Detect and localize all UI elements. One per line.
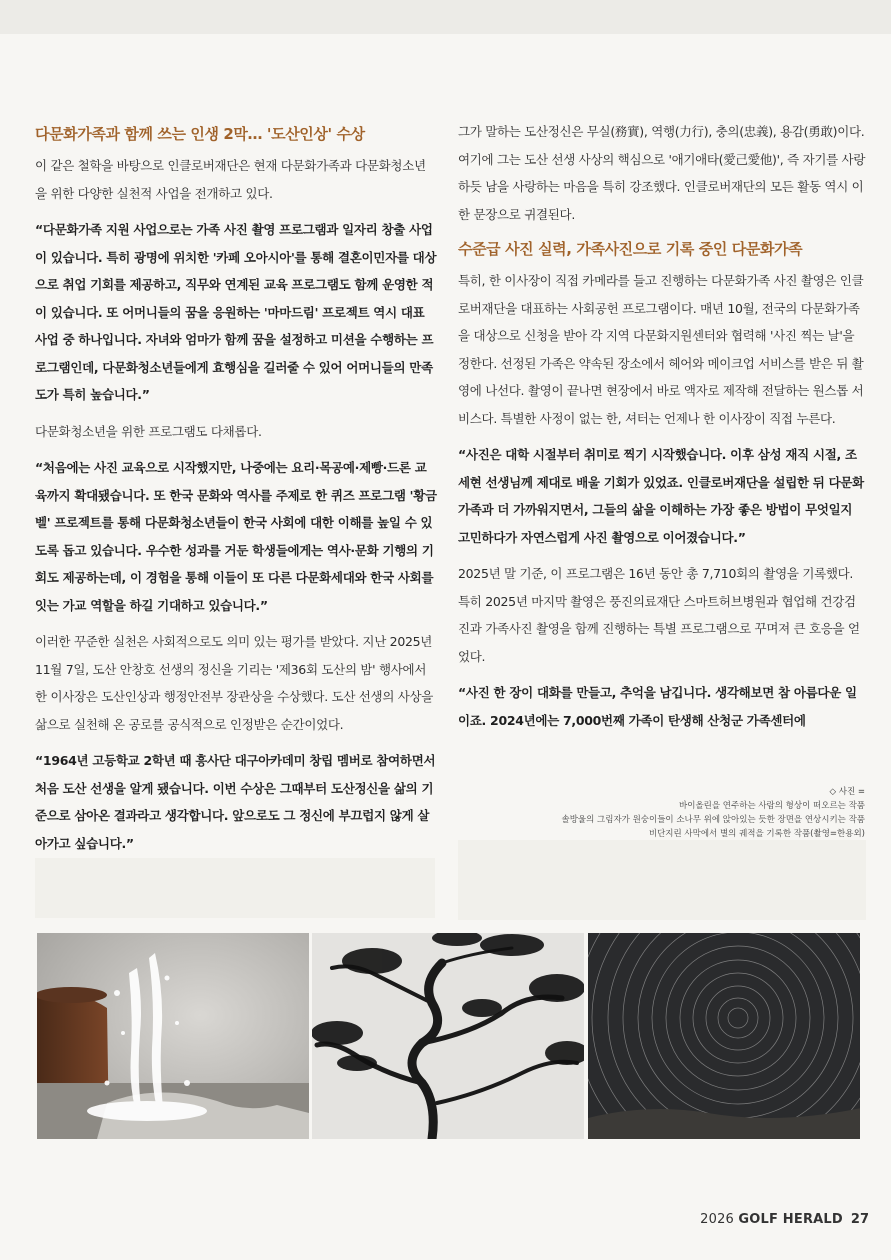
bleed-through-right [458, 840, 866, 920]
paragraph: 특히, 한 이사장이 직접 카메라를 들고 진행하는 다문화가족 사진 촬영은 인클로버재단을 대표하는 사회공헌 프로그램이다. 매년 10월, 전국의 다문화가족을 대상으로 신청을 받아 각 지역 다문화지원센터와 협력해 '사진 찍는 날'을 정한다. 선정된 가족은 약속된 장소에서 헤어와 메이크업 서비스를 받은 뒤 촬영에 나선다. 촬영이 끝나면 현장에서 바로 액자로 제작해 전달하는 원스톱 서비스다. 특별한 사정이 없는 한, 셔터는 언제나 한 이사장이 직접 누른다. [458, 273, 864, 426]
quote-paragraph: “사진 한 장이 대화를 만들고, 추억을 남깁니다. 생각해보면 참 아름다운 일이죠. 2024년에는 7,000번째 가족이 탄생해 산청군 가족센터에 [458, 685, 857, 728]
issue-year: 2026 [700, 1212, 735, 1227]
section-heading: 다문화가족과 함께 쓰는 인생 2막… '도산인상' 수상 [35, 125, 365, 143]
caption-title: ◇ 사진 = [829, 787, 865, 797]
publication-name [700, 1212, 843, 1227]
paragraph: 다문화청소년을 위한 프로그램도 다채롭다. [35, 423, 262, 439]
paragraph: 이 같은 철학을 바탕으로 인클로버재단은 현재 다문화가족과 다문화청소년을 위한 다양한 실천적 사업을 전개하고 있다. [35, 158, 426, 201]
quote-paragraph: “다문화가족 지원 사업으로는 가족 사진 촬영 프로그램과 일자리 창출 사업이 있습니다. 특히 광명에 위치한 '카페 오아시아'를 통해 결혼이민자를 대상으로 취업 기회를 제공하고, 직무와 연계된 교육 프로그램도 함께 운영한 적이 있습니다. 또 어머니들의 꿈을 응원하는 '마마드림' 프로젝트 역시 대표 사업 중 하나입니다. 자녀와 엄마가 함께 꿈을 설정하고 미션을 수행하는 프로그램인데, 다문화청소년들에게 효행심을 길러줄 수 있어 어머니들의 만족도가 특히 높습니다.” [35, 222, 437, 402]
star-trail-photo [588, 933, 860, 1139]
bleed-through-left [35, 858, 435, 918]
right-column [458, 118, 866, 743]
left-column [35, 118, 437, 866]
section-heading: 수준급 사진 실력, 가족사진으로 기록 중인 다문화가족 [458, 240, 803, 258]
fountain-photo [37, 933, 309, 1139]
caption-line: 비단지린 사막에서 별의 궤적을 기록한 작품(촬영=한용외) [648, 829, 865, 839]
pine-tree-photo [312, 933, 584, 1139]
quote-paragraph: “처음에는 사진 교육으로 시작했지만, 나중에는 요리·목공예·제빵·드론 교육까지 확대됐습니다. 또 한국 문화와 역사를 주제로 한 퀴즈 프로그램 '황금벨' 프로젝트를 통해 다문화청소년들이 한국 사회에 대한 이해를 높일 수 있도록 돕고 있습니다. 우수한 성과를 거둔 학생들에게는 역사·문화 기행의 기회도 제공하는데, 이 경험을 통해 이들이 또 다른 다문화세대와 한국 사회를 잇는 가교 역할을 하길 기대하고 있습니다.” [35, 460, 437, 613]
top-margin [0, 0, 891, 34]
paragraph: 이러한 꾸준한 실천은 사회적으로도 의미 있는 평가를 받았다. 지난 2025년 11월 7일, 도산 안창호 선생의 정신을 기리는 '제36회 도산의 밤' 행사에서 한 이사장은 도산인상과 행정안전부 장관상을 수상했다. 도산 선생의 사상을 삶으로 실천해 온 공로를 공식적으로 인정받은 순간이었다. [35, 634, 434, 732]
quote-paragraph: “1964년 고등학교 2학년 때 흥사단 대구아카데미 창립 멤버로 참여하면서 처음 도산 선생을 알게 됐습니다. 이번 수상은 그때부터 도산정신을 삶의 기준으로 삼아온 결과라고 생각합니다. 앞으로도 그 정신에 부끄럽지 않게 살아가고 싶습니다.” [35, 753, 436, 851]
paragraph: 그가 말하는 도산정신은 무실(務實), 역행(力行), 충의(忠義), 용감(勇敢)이다. 여기에 그는 도산 선생 사상의 핵심으로 '애기애타(愛己愛他)', 즉 자기를 사랑하듯 남을 사랑하는 마음을 특히 강조했다. 인클로버재단의 모든 활동 역시 이 한 문장으로 귀결된다. [458, 124, 866, 222]
page-number: 27 [850, 1212, 869, 1227]
paragraph: 2025년 말 기준, 이 프로그램은 16년 동안 총 7,710회의 촬영을 기록했다. 특히 2025년 마지막 촬영은 풍진의료재단 스마트허브병원과 협업해 건강검진과 가족사진 촬영을 함께 진행하는 특별 프로그램으로 꾸며져 큰 호응을 얻었다. [458, 566, 860, 664]
quote-paragraph: “사진은 대학 시절부터 취미로 찍기 시작했습니다. 이후 삼성 재직 시절, 조세현 선생님께 제대로 배울 기회가 있었죠. 인클로버재단을 설립한 뒤 다문화가족과 더 가까워지면서, 그들의 삶을 이해하는 가장 좋은 방법이 무엇일지 고민하다가 자연스럽게 사진 촬영으로 이어졌습니다.” [458, 447, 864, 545]
photo-strip [37, 933, 860, 1139]
publication-title: GOLF HERALD [738, 1212, 843, 1227]
caption-line: 솔방울의 그림자가 원숭이들이 소나무 위에 앉아있는 듯한 장면을 연상시키는 작품 [561, 815, 865, 825]
photo-caption [465, 785, 865, 841]
caption-line: 바이올린을 연주하는 사람의 형상이 떠오르는 작품 [679, 801, 865, 811]
page-footer [700, 1212, 869, 1227]
